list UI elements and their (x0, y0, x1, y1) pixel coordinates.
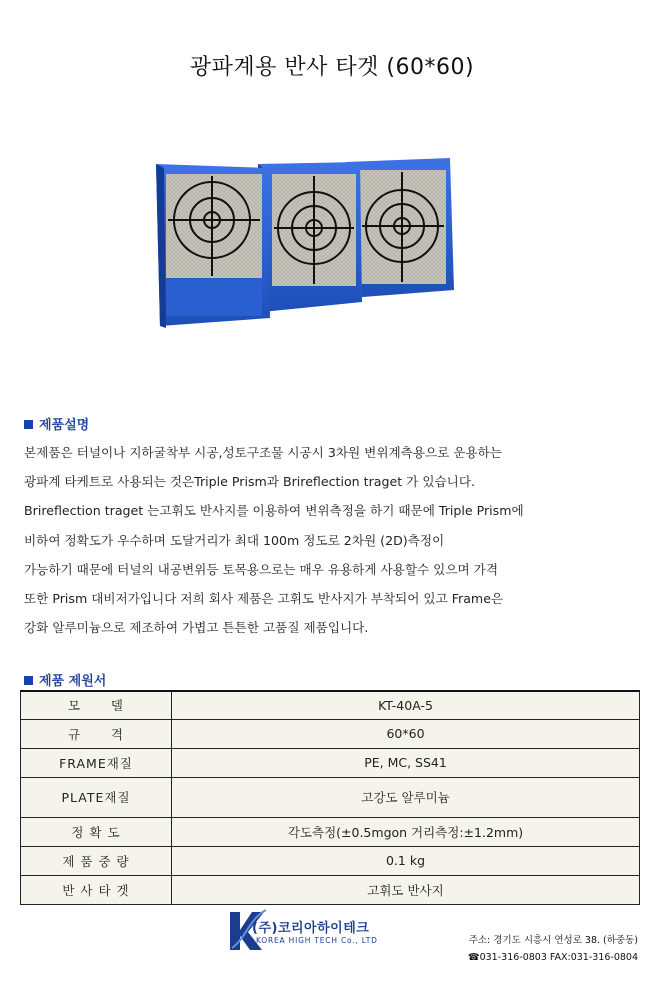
table-row (21, 846, 640, 875)
spec-key: 정 확 도 (21, 817, 172, 846)
company-contact (468, 932, 638, 966)
description-line: 또한 Prism 대비저가입니다 저희 회사 제품은 고휘도 반사지가 부착되어 있고 Frame은 (24, 591, 504, 607)
spec-value: 고휘도 반사지 (172, 875, 640, 904)
description-line: 비하여 정확도가 우수하며 도달거리가 최대 100m 정도로 2차원 (2D)측정이 (24, 532, 445, 548)
spec-value: KT-40A-5 (172, 691, 640, 719)
description-line: Brireflection traget 는고휘도 반사지를 이용하여 변위측정을 하기 때문에 Triple Prism에 (24, 503, 524, 519)
spec-key: PLATE재질 (21, 777, 172, 817)
spec-value: 고강도 알루미늄 (172, 777, 640, 817)
section-description-heading: 제품설명 (24, 414, 89, 433)
company-name-en: KOREA HIGH TECH Co., LTD (256, 936, 378, 945)
spec-key: 모 델 (21, 691, 172, 719)
target-left (156, 164, 270, 328)
table-row (21, 748, 640, 777)
description-line: 본제품은 터널이나 지하굴착부 시공,성토구조물 시공시 3차원 변위계측용으로 운용하는 (24, 445, 502, 460)
target-middle (258, 162, 362, 314)
bullet-square-icon (24, 676, 33, 685)
spec-key: 규 격 (21, 719, 172, 748)
company-address: 주소: 경기도 시흥시 연성로 38. (하중동) (468, 935, 638, 946)
product-photo (150, 150, 480, 350)
description-line: 강화 알루미늄으로 제조하여 가볍고 튼튼한 고품질 제품입니다. (24, 620, 369, 636)
spec-key: 제 품 중 량 (21, 846, 172, 875)
table-row (21, 719, 640, 748)
description-line: 가능하기 때문에 터널의 내공변위등 토목용으로는 매우 유용하게 사용할수 있으며 가격 (24, 561, 498, 577)
spec-key: FRAME재질 (21, 748, 172, 777)
spec-value: 60*60 (172, 719, 640, 748)
bullet-square-icon (24, 420, 33, 429)
table-row (21, 777, 640, 817)
spec-key: 반 사 타 겟 (21, 875, 172, 904)
table-row (21, 691, 640, 719)
product-description (24, 438, 644, 642)
company-name: (주)코리아하이테크 (252, 921, 370, 936)
section-spec-heading: 제품 제원서 (24, 670, 106, 689)
company-phone-fax: ☎031-316-0803 FAX:031-316-0804 (467, 952, 638, 963)
spec-value: 0.1 kg (172, 846, 640, 875)
spec-value: PE, MC, SS41 (172, 748, 640, 777)
spec-value: 각도측정(±0.5mgon 거리측정:±1.2mm) (172, 817, 640, 846)
description-line: 광파계 타케트로 사용되는 것은Triple Prism과 Brireflection traget 가 있습니다. (24, 474, 476, 490)
page-title: 광파계용 반사 타겟 (60*60) (189, 55, 475, 80)
target-right (346, 158, 454, 300)
table-row (21, 875, 640, 904)
table-row (21, 817, 640, 846)
spec-table (20, 690, 640, 905)
